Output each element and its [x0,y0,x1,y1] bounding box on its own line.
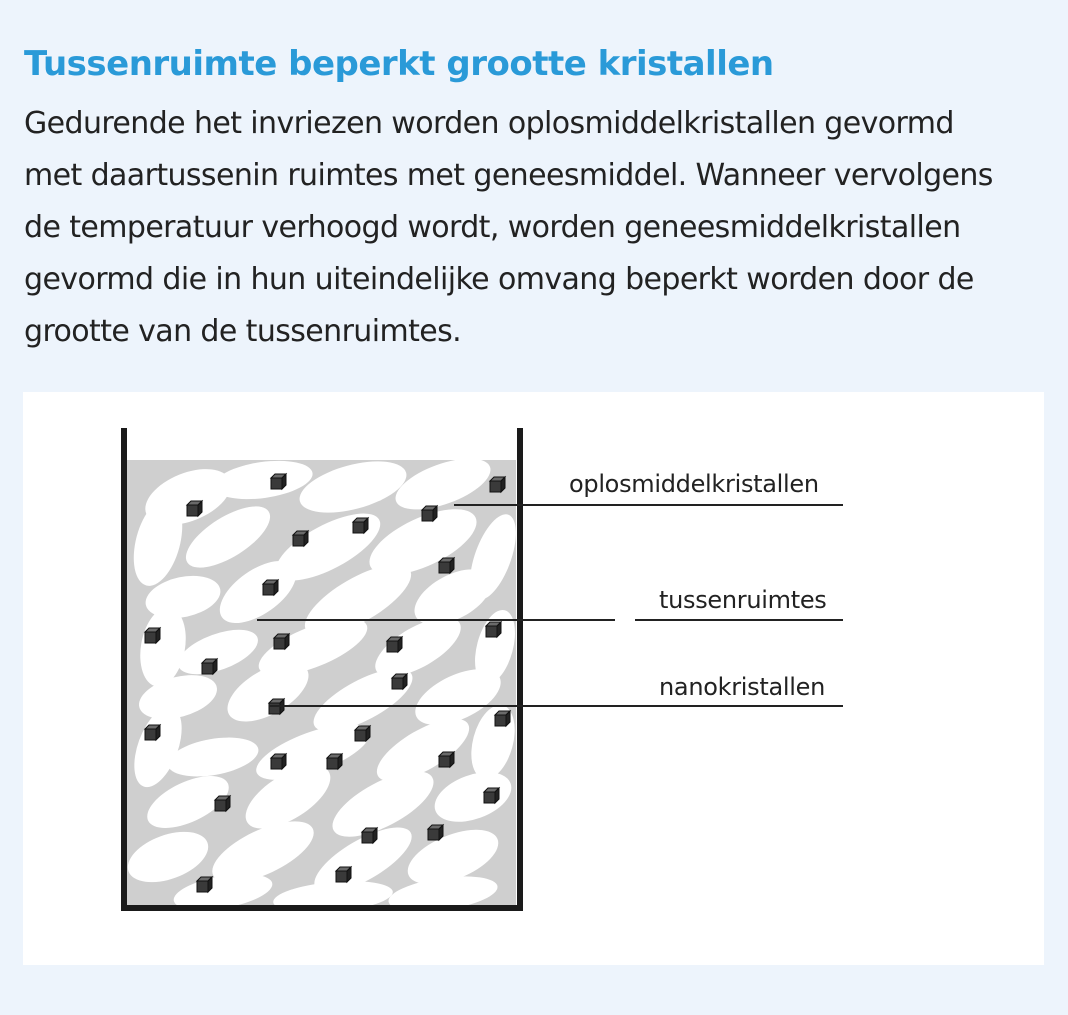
nanocrystal-cube [263,580,278,595]
paragraph [24,98,1044,358]
nanocrystal-cube [271,754,286,769]
label-nanocrystals: nanokristallen [659,673,825,701]
paragraph-line: met daartussenin ruimtes met geneesmiddel. Wanneer vervolgens [24,158,993,193]
nanocrystal-cube [490,477,505,492]
nanocrystal-cube [353,518,368,533]
nanocrystal-cube [187,501,202,516]
nanocrystal-cube [422,506,437,521]
paragraph-line: grootte van de tussenruimtes. [24,314,462,349]
nanocrystal-cube [202,659,217,674]
nanocrystal-cube [484,788,499,803]
nanocrystal-cube [387,637,402,652]
nanocrystal-cube [293,531,308,546]
nanocrystal-cube [439,752,454,767]
label-interstitial-spaces: tussenruimtes [659,586,827,614]
nanocrystal-cube [271,474,286,489]
nanocrystal-cube [197,877,212,892]
nanocrystal-cube [145,628,160,643]
nanocrystal-cube [215,796,230,811]
nanocrystal-cube [495,711,510,726]
nanocrystal-cube [336,867,351,882]
nanocrystal-cube [392,674,407,689]
nanocrystal-cube [327,754,342,769]
nanocrystal-cube [145,725,160,740]
diagram-panel [23,392,1044,965]
paragraph-line: gevormd die in hun uiteindelijke omvang beperkt worden door de [24,262,974,297]
nanocrystal-cube [428,825,443,840]
diagram-svg [23,392,1044,965]
paragraph-line: de temperatuur verhoogd wordt, worden geneesmiddelkristallen [24,210,961,245]
paragraph-line: Gedurende het invriezen worden oplosmiddelkristallen gevormd [24,106,954,141]
heading: Tussenruimte beperkt grootte kristallen [24,44,774,84]
nanocrystal-cube [362,828,377,843]
label-solvent-crystals: oplosmiddelkristallen [569,470,819,498]
nanocrystal-cube [439,558,454,573]
nanocrystal-cube [274,634,289,649]
nanocrystal-cube [486,622,501,637]
nanocrystal-cube [355,726,370,741]
